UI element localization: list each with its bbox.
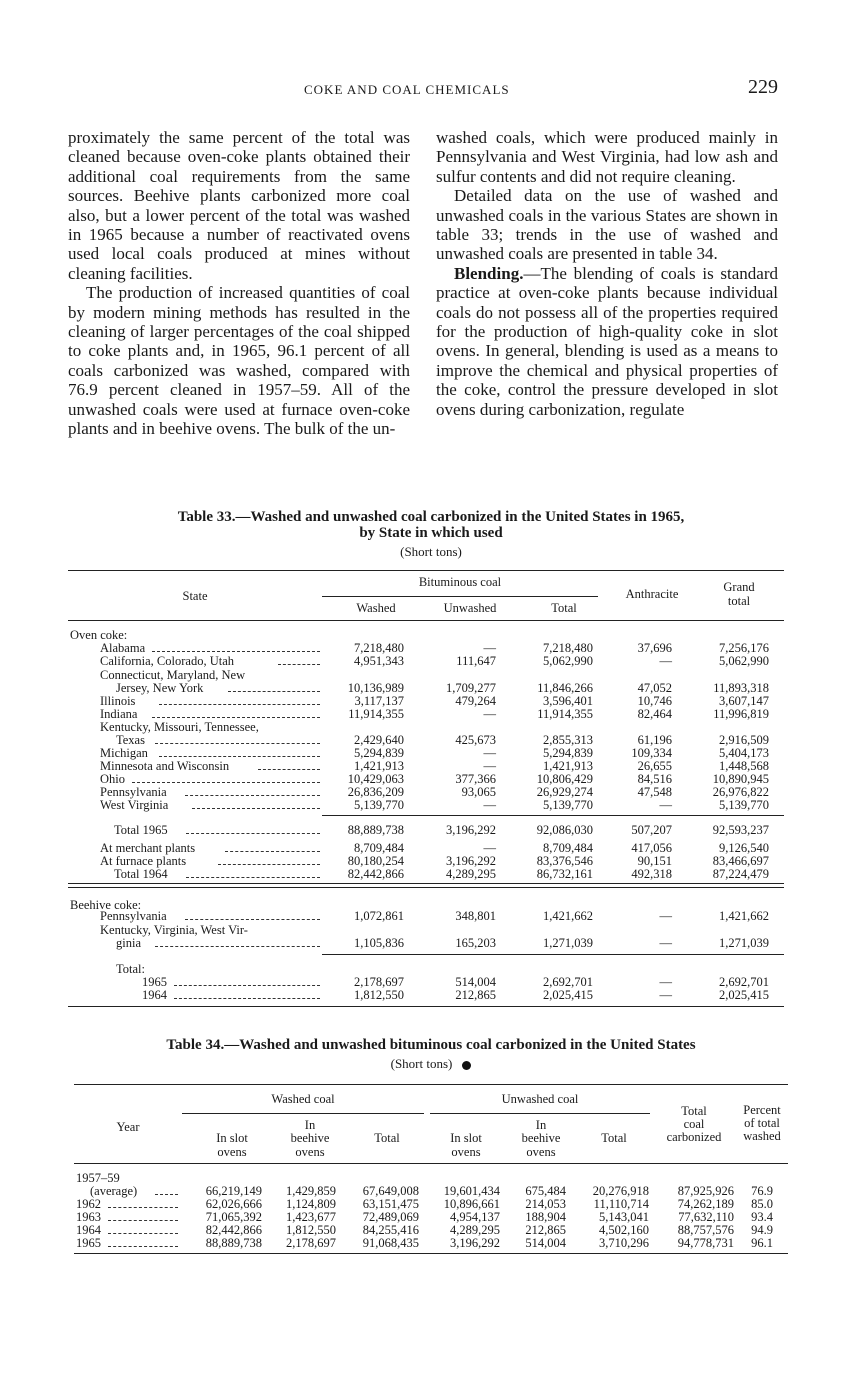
cell-washed-total: 72,489,069 — [362, 1210, 419, 1224]
dot-leader — [159, 704, 320, 705]
table33-title: Table 33.—Washed and unwashed coal carbonized in the United States in 1965, — [177, 509, 685, 525]
section-label: Oven coke: — [70, 628, 128, 642]
cell-washed: 1,812,550 — [354, 988, 404, 1002]
cell-total: 86,732,161 — [536, 867, 593, 881]
table-rule — [68, 1006, 784, 1007]
col-header-unwashed-total: Total — [601, 1131, 627, 1145]
cell-washed: 82,442,866 — [347, 867, 404, 881]
cell-total-carbonized: 77,632,110 — [678, 1210, 734, 1224]
cell-total: 1,421,662 — [543, 909, 593, 923]
col-header-beehive-cont: beehive — [290, 1131, 330, 1145]
cell-unwashed-total: 11,110,714 — [593, 1197, 649, 1211]
dot-leader — [192, 808, 320, 809]
cell-washed-beehive: 1,429,859 — [286, 1184, 336, 1198]
cell-washed: 80,180,254 — [347, 854, 404, 868]
row-label-line: Kentucky, Missouri, Tennessee, — [100, 720, 259, 734]
table33-caption — [0, 509, 862, 560]
cell-percent-washed: 76.9 — [751, 1184, 773, 1198]
cell-total: 1,421,913 — [543, 759, 593, 773]
cell-washed-beehive: 1,423,677 — [286, 1210, 336, 1224]
cell-anthracite: 417,056 — [631, 841, 672, 855]
cell-unwashed: — — [483, 841, 496, 855]
table34-units-line — [0, 1056, 862, 1072]
dot-leader — [108, 1220, 178, 1221]
row-label-line: 1957–59 — [76, 1171, 120, 1185]
cell-unwashed-beehive: 214,053 — [525, 1197, 566, 1211]
col-header-unwashed-coal: Unwashed coal — [501, 1092, 579, 1106]
table-rule — [322, 596, 598, 597]
cell-washed-beehive: 2,178,697 — [286, 1236, 336, 1250]
cell-anthracite: 82,464 — [637, 707, 672, 721]
cell-unwashed: 93,065 — [461, 785, 496, 799]
cell-grand-total: 1,421,662 — [719, 909, 769, 923]
cell-washed-slot: 88,889,738 — [205, 1236, 262, 1250]
cell-washed: 5,139,770 — [354, 798, 404, 812]
cell-anthracite: 90,151 — [637, 854, 672, 868]
dot-leader — [186, 877, 320, 878]
cell-anthracite: 37,696 — [637, 641, 672, 655]
row-label: Total 1964 — [114, 867, 168, 881]
cell-unwashed-slot: 3,196,292 — [450, 1236, 500, 1250]
cell-washed: 8,709,484 — [354, 841, 404, 855]
cell-unwashed-total: 3,710,296 — [599, 1236, 649, 1250]
cell-unwashed: 4,289,295 — [446, 867, 496, 881]
cell-unwashed-total: 20,276,918 — [592, 1184, 649, 1198]
table-rule — [322, 815, 784, 816]
running-title: COKE AND COAL CHEMICALS — [304, 82, 510, 97]
cell-washed-total: 91,068,435 — [362, 1236, 419, 1250]
cell-total: 8,709,484 — [543, 841, 593, 855]
table34-caption — [0, 1037, 862, 1072]
col-header-bituminous: Bituminous coal — [418, 575, 502, 589]
col-header-unwashed: Unwashed — [443, 601, 497, 615]
row-label-line: Kentucky, Virginia, West Vir- — [100, 923, 248, 937]
cell-unwashed: — — [483, 798, 496, 812]
dot-leader — [108, 1233, 178, 1234]
cell-grand-total: 2,916,509 — [719, 733, 769, 747]
dot-leader — [174, 998, 320, 999]
paragraph-body: —The blending of coals is standard practice at oven-coke plants because individual coals do not possess all of the properties required for the production of high-quality coke in slot ovens. In general, blending is used as a means to improve the chemical and physical properties of the coke, control the pressure developed in slot ovens during carbonization, regulate — [436, 263, 778, 419]
cell-grand-total: 5,062,990 — [719, 654, 769, 668]
dot-leader — [155, 946, 320, 947]
cell-unwashed: 425,673 — [455, 733, 496, 747]
col-header-beehive-cont2: ovens — [295, 1145, 325, 1159]
bullet-dot-icon — [462, 1061, 471, 1070]
col-header-washed-coal: Washed coal — [271, 1092, 335, 1106]
cell-washed-total: 67,649,008 — [362, 1184, 419, 1198]
table-rule — [74, 1253, 788, 1254]
cell-anthracite: 26,655 — [637, 759, 672, 773]
col-header-grand-total-cont: total — [727, 594, 751, 608]
table-rule — [68, 883, 784, 884]
cell-unwashed: 3,196,292 — [446, 854, 496, 868]
cell-unwashed: 479,264 — [455, 694, 496, 708]
cell-total-carbonized: 88,757,576 — [677, 1223, 734, 1237]
cell-washed: 1,421,913 — [354, 759, 404, 773]
table34-title: Table 34.—Washed and unwashed bituminous coal carbonized in the United States — [166, 1037, 696, 1053]
cell-total-carbonized: 74,262,189 — [677, 1197, 734, 1211]
row-label: 1964 — [142, 988, 167, 1002]
cell-unwashed-slot: 4,954,137 — [450, 1210, 500, 1224]
cell-total-carbonized: 87,925,926 — [677, 1184, 734, 1198]
cell-grand-total: 83,466,697 — [712, 854, 769, 868]
cell-washed: 3,117,137 — [354, 694, 404, 708]
page-header — [0, 76, 862, 106]
cell-unwashed-beehive: 212,865 — [525, 1223, 566, 1237]
cell-washed: 1,105,836 — [354, 936, 404, 950]
col-header-total-carbonized-cont: coal — [683, 1117, 705, 1131]
row-label: Illinois — [100, 694, 136, 708]
cell-unwashed-slot: 4,289,295 — [450, 1223, 500, 1237]
cell-total: 83,376,546 — [536, 854, 593, 868]
cell-grand-total: 3,607,147 — [719, 694, 769, 708]
cell-total: 11,846,266 — [537, 681, 593, 695]
dot-leader — [155, 743, 320, 744]
cell-unwashed-total: 4,502,160 — [599, 1223, 649, 1237]
row-label: Michigan — [100, 746, 148, 760]
table-rule — [430, 1113, 650, 1114]
right-text-column — [436, 128, 778, 419]
paragraph — [436, 264, 778, 419]
col-header-percent-cont: of total — [744, 1116, 780, 1130]
cell-grand-total: 9,126,540 — [719, 841, 769, 855]
col-header-grand-total: Grand — [723, 580, 755, 594]
cell-total-carbonized: 94,778,731 — [677, 1236, 734, 1250]
cell-unwashed: 514,004 — [455, 975, 496, 989]
cell-total: 92,086,030 — [536, 823, 593, 837]
row-label: ginia — [116, 936, 141, 950]
row-label: At furnace plants — [100, 854, 187, 868]
cell-unwashed-beehive: 514,004 — [525, 1236, 566, 1250]
cell-percent-washed: 85.0 — [751, 1197, 773, 1211]
row-label: Jersey, New York — [116, 681, 204, 695]
cell-anthracite: — — [659, 988, 672, 1002]
cell-grand-total: 2,025,415 — [719, 988, 769, 1002]
row-label: 1965 — [142, 975, 167, 989]
row-label: Indiana — [100, 707, 138, 721]
dot-leader — [108, 1207, 178, 1208]
paragraph-heading: Blending. — [454, 263, 524, 283]
cell-washed: 10,136,989 — [347, 681, 404, 695]
section-label: Beehive coke: — [70, 898, 142, 912]
cell-washed: 7,218,480 — [354, 641, 404, 655]
col-header-total: Total — [551, 601, 577, 615]
cell-total: 7,218,480 — [543, 641, 593, 655]
cell-washed-total: 63,151,475 — [362, 1197, 419, 1211]
row-year: 1965 — [76, 1236, 101, 1250]
cell-grand-total: 5,404,173 — [719, 746, 769, 760]
table-rule — [68, 620, 784, 621]
table33-units: (Short tons) — [400, 544, 462, 559]
col-header-total-carbonized-cont2: carbonized — [666, 1130, 722, 1144]
cell-unwashed: 111,647 — [456, 654, 496, 668]
cell-washed-slot: 82,442,866 — [205, 1223, 262, 1237]
cell-unwashed: 1,709,277 — [446, 681, 496, 695]
col-header-washed-total: Total — [374, 1131, 400, 1145]
col-header-beehive-u-cont: beehive — [521, 1131, 561, 1145]
cell-percent-washed: 94.9 — [751, 1223, 773, 1237]
cell-washed-slot: 62,026,666 — [205, 1197, 262, 1211]
cell-grand-total: 1,448,568 — [719, 759, 769, 773]
cell-total: 11,914,355 — [537, 707, 593, 721]
cell-total: 10,806,429 — [536, 772, 593, 786]
cell-grand-total: 92,593,237 — [712, 823, 769, 837]
dot-leader — [159, 756, 320, 757]
table34-units: (Short tons) — [390, 1056, 453, 1071]
row-label: Minnesota and Wisconsin — [100, 759, 230, 773]
cell-total: 2,855,313 — [543, 733, 593, 747]
table-rule — [68, 570, 784, 571]
cell-grand-total: 2,692,701 — [719, 975, 769, 989]
col-header-total-carbonized: Total — [681, 1104, 707, 1118]
cell-total: 5,294,839 — [543, 746, 593, 760]
table-rule — [68, 887, 784, 888]
col-header-slot-ovens-cont: ovens — [217, 1145, 247, 1159]
paragraph: The production of increased quantities of coal by modern mining methods has resulted in the cleaning of larger percentages of the coal shipped to coke plants and, in 1965, 96.1 percent of all coals carbonized was washed, compared with 76.9 percent cleaned in 1957–59. All of the unwashed coals were used at furnace oven-coke plants and in beehive ovens. The bulk of the un- — [68, 283, 410, 439]
cell-unwashed: 3,196,292 — [446, 823, 496, 837]
col-header-year: Year — [116, 1120, 140, 1134]
col-header-percent-cont2: washed — [743, 1129, 781, 1143]
col-header-beehive-u-cont2: ovens — [526, 1145, 556, 1159]
cell-grand-total: 7,256,176 — [719, 641, 769, 655]
row-label: Total 1965 — [114, 823, 168, 837]
cell-unwashed: — — [483, 746, 496, 760]
cell-anthracite: — — [659, 909, 672, 923]
table-rule — [322, 954, 784, 955]
paragraph: Detailed data on the use of washed and unwashed coals in the various States are shown in table 33; trends in the use of washed and unwashed coals are presented in table 34. — [436, 186, 778, 264]
dot-leader — [185, 795, 320, 796]
row-label: Alabama — [100, 641, 146, 655]
cell-unwashed: — — [483, 707, 496, 721]
cell-washed: 11,914,355 — [348, 707, 404, 721]
cell-anthracite: — — [659, 975, 672, 989]
cell-grand-total: 87,224,479 — [712, 867, 769, 881]
cell-unwashed: — — [483, 759, 496, 773]
cell-anthracite: 47,052 — [637, 681, 672, 695]
cell-grand-total: 11,893,318 — [713, 681, 769, 695]
cell-anthracite: 507,207 — [631, 823, 672, 837]
cell-anthracite: 61,196 — [637, 733, 672, 747]
cell-unwashed-beehive: 188,904 — [525, 1210, 566, 1224]
cell-unwashed-slot: 19,601,434 — [443, 1184, 500, 1198]
cell-anthracite: 47,548 — [637, 785, 672, 799]
cell-percent-washed: 96.1 — [751, 1236, 773, 1250]
cell-unwashed: 348,801 — [455, 909, 496, 923]
cell-unwashed-slot: 10,896,661 — [443, 1197, 500, 1211]
dot-leader — [108, 1246, 178, 1247]
cell-washed-slot: 66,219,149 — [205, 1184, 262, 1198]
cell-unwashed: 377,366 — [455, 772, 496, 786]
cell-total: 3,596,401 — [543, 694, 593, 708]
cell-washed-beehive: 1,812,550 — [286, 1223, 336, 1237]
paragraph: proximately the same percent of the total was cleaned because oven-coke plants obtained their additional coal requirements from the same sources. Beehive plants carbonized more coal also, but a lower percent of the total was washed in 1965 because a number of reactivated ovens used local coals produced at mines without cleaning facilities. — [68, 128, 410, 283]
table-rule — [182, 1113, 424, 1114]
section-label: Total: — [116, 962, 145, 976]
row-year: 1963 — [76, 1210, 101, 1224]
cell-grand-total: 11,996,819 — [713, 707, 769, 721]
cell-washed: 88,889,738 — [347, 823, 404, 837]
col-header-beehive: In — [304, 1118, 316, 1132]
cell-grand-total: 26,976,822 — [712, 785, 769, 799]
cell-total: 2,025,415 — [543, 988, 593, 1002]
table-rule — [74, 1163, 788, 1164]
cell-total: 5,062,990 — [543, 654, 593, 668]
dot-leader — [152, 651, 320, 652]
cell-anthracite: 109,334 — [631, 746, 672, 760]
row-year: (average) — [90, 1184, 138, 1198]
col-header-slot-ovens: In slot — [216, 1131, 248, 1145]
col-header-percent: Percent — [743, 1103, 781, 1117]
cell-unwashed-beehive: 675,484 — [525, 1184, 566, 1198]
cell-unwashed: — — [483, 641, 496, 655]
row-label: At merchant plants — [100, 841, 196, 855]
dot-leader — [185, 919, 320, 920]
cell-washed-beehive: 1,124,809 — [286, 1197, 336, 1211]
cell-total: 1,271,039 — [543, 936, 593, 950]
cell-washed: 5,294,839 — [354, 746, 404, 760]
row-label: Texas — [116, 733, 145, 747]
page-number: 229 — [748, 76, 778, 98]
cell-anthracite: — — [659, 936, 672, 950]
col-header-slot-ovens-u-cont: ovens — [451, 1145, 481, 1159]
cell-grand-total: 1,271,039 — [719, 936, 769, 950]
cell-washed: 1,072,861 — [354, 909, 404, 923]
cell-washed: 4,951,343 — [354, 654, 404, 668]
col-header-washed: Washed — [356, 601, 396, 615]
dot-leader — [174, 985, 320, 986]
cell-washed: 26,836,209 — [347, 785, 404, 799]
col-header-state: State — [182, 589, 208, 603]
row-label: California, Colorado, Utah — [100, 654, 234, 668]
paragraph: washed coals, which were produced mainly in Pennsylvania and West Virginia, had low ash and sulfur contents and did not require cleaning. — [436, 128, 778, 186]
cell-percent-washed: 93.4 — [751, 1210, 773, 1224]
dot-leader — [152, 717, 320, 718]
cell-washed-slot: 71,065,392 — [205, 1210, 262, 1224]
left-text-column — [68, 128, 410, 439]
cell-grand-total: 10,890,945 — [712, 772, 769, 786]
cell-anthracite: — — [659, 798, 672, 812]
row-label: West Virginia — [100, 798, 169, 812]
cell-anthracite: 84,516 — [637, 772, 672, 786]
cell-total: 5,139,770 — [543, 798, 593, 812]
col-header-anthracite: Anthracite — [625, 587, 679, 601]
cell-grand-total: 5,139,770 — [719, 798, 769, 812]
cell-anthracite: — — [659, 654, 672, 668]
cell-unwashed-total: 5,143,041 — [599, 1210, 649, 1224]
cell-total: 2,692,701 — [543, 975, 593, 989]
cell-anthracite: 10,746 — [637, 694, 672, 708]
row-year: 1964 — [76, 1223, 101, 1237]
row-label: Pennsylvania — [100, 909, 167, 923]
col-header-beehive-u: In — [535, 1118, 547, 1132]
table-rule — [74, 1084, 788, 1085]
cell-anthracite: 492,318 — [631, 867, 672, 881]
dot-leader — [186, 833, 320, 834]
cell-washed: 10,429,063 — [347, 772, 404, 786]
cell-washed: 2,429,640 — [354, 733, 404, 747]
cell-total: 26,929,274 — [536, 785, 593, 799]
table33-title-cont: by State in which used — [359, 525, 503, 541]
cell-unwashed: 165,203 — [455, 936, 496, 950]
cell-washed-total: 84,255,416 — [362, 1223, 419, 1237]
dot-leader — [132, 782, 320, 783]
row-label: Pennsylvania — [100, 785, 167, 799]
col-header-slot-ovens-u: In slot — [450, 1131, 482, 1145]
cell-unwashed: 212,865 — [455, 988, 496, 1002]
cell-washed: 2,178,697 — [354, 975, 404, 989]
row-year: 1962 — [76, 1197, 101, 1211]
row-label-line: Connecticut, Maryland, New — [100, 668, 246, 682]
row-label: Ohio — [100, 772, 125, 786]
